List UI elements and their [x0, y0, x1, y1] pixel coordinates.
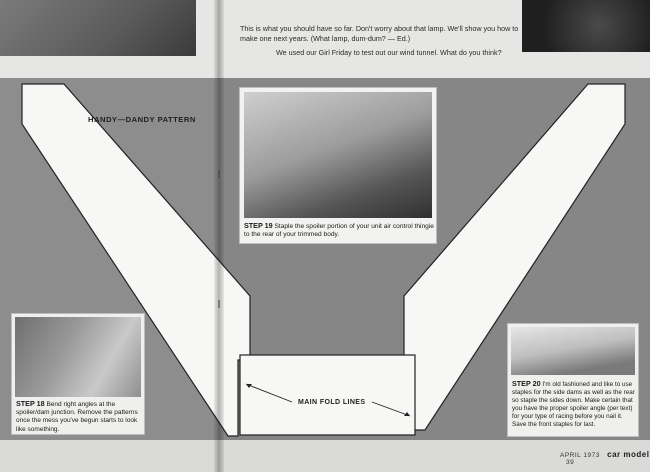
main-fold-lines-label: MAIN FOLD LINES: [298, 399, 366, 406]
step-20-label: STEP 20: [512, 379, 541, 388]
step-19-label: STEP 19: [244, 221, 273, 230]
step-19-panel: [239, 87, 437, 244]
top-caption-second: We used our Girl Friday to test out our wind tunnel. What do you think?: [276, 48, 502, 57]
magazine-name: car model: [607, 450, 650, 459]
step-20-photo: [511, 327, 635, 375]
page-footer: [560, 450, 650, 466]
page-number: 39: [566, 459, 575, 466]
binding-gutter: [214, 0, 224, 472]
pattern-fold-base: [240, 355, 415, 435]
step-18-panel: [11, 313, 145, 435]
issue-date: APRIL 1973: [560, 452, 600, 459]
step-18-label: STEP 18: [16, 399, 45, 408]
step-19-text: Staple the spoiler portion of your unit air control thingie to the rear of your trimmed body.: [244, 223, 434, 239]
step-18-caption: [16, 400, 142, 434]
pattern-title: HANDY—DANDY PATTERN: [88, 115, 196, 124]
step-18-text: Bend right angles at the spoiler/dam junction. Remove the patterns once the mess you've begun starts to look like something.: [16, 401, 138, 433]
step-20-panel: [507, 323, 639, 437]
step-20-caption: [512, 380, 636, 428]
step-19-caption: [244, 222, 434, 240]
step-20-text: I'm old fashioned and like to use staples for the side dams as well as the rear so staple the sides down. Make certain that you have the proper spoiler angle (per text) for your type of racing before you nail it. Save the front staples for last.: [512, 381, 635, 428]
step-19-photo: [244, 92, 432, 218]
step-18-photo: [15, 317, 141, 397]
top-caption: This is what you should have so far. Don't worry about that lamp. We'll show you how to make one next years. (What lamp, dum-dum? — Ed.): [240, 24, 519, 43]
